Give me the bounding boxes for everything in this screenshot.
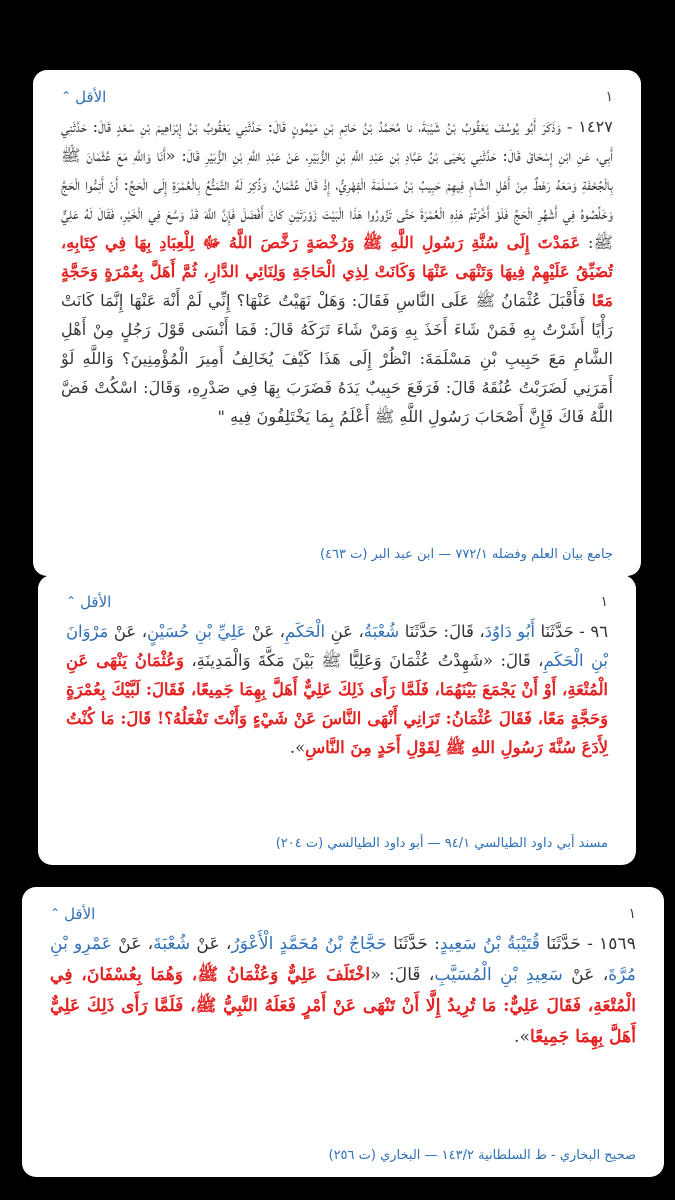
body-text: ، عَنْ [108,622,148,641]
collapse-toggle[interactable] [61,88,106,106]
narrator-link[interactable]: أَبُو دَاوُدَ [484,622,535,641]
card-number: ١ [605,89,613,105]
hadith-text [50,929,636,1053]
collapse-label: الأقل [80,593,112,611]
body-text: ، عَنِ [325,622,364,641]
hadith-card-2 [38,575,636,865]
body-text: ، عَنْ [562,965,609,985]
card-number: ١ [628,906,636,922]
card-header [66,593,608,611]
source-citation[interactable]: جامع بيان العلم وفضله ٧٧٢/١ — ابن عبد البر (ت ٤٦٣) [319,547,613,562]
narrator-link[interactable]: قُتَيْبَةُ بْنُ سَعِيدٍ [439,934,540,954]
collapse-toggle[interactable] [66,593,111,611]
narrator-link[interactable]: شُعْبَةُ [363,622,400,641]
narrator-link[interactable]: شُعْبَةَ [153,934,191,954]
highlighted-text: وَعُثْمَانُ يَنْهَى عَنِ الْمُتْعَةِ، أَوْ أَنْ يَجْمَعَ بَيْنَهُمَا، فَلَمَّا رَأَى ذَلِكَ عَلِيٌّ أَهَلَّ بِهِمَا جَمِيعًا، فَقَالَ: لَبَّيْكَ بِعُمْرَةٍ وَحَجَّةٍ مَعًا، فَقَالَ عُثْمَانُ: تَرَانِي أَنْهَى النَّاسَ عَنْ شَيْءٍ وَأَنْتَ تَفْعَلُهُ؟! قَالَ: مَا كُنْتُ لِأَدَعَ سُنَّةَ رَسُولِ اللهِ ﷺ لِقَوْلِ أَحَدٍ مِنَ النَّاسِ [66,651,608,757]
body-text: ، قَالَ: « [370,965,435,985]
hadith-text [61,112,613,431]
card-header [50,905,636,923]
body-text: ، قَالَ: حَدَّثَنَا [399,622,485,641]
narrator-link[interactable]: حَجَّاجُ بْنُ مُحَمَّدٍ الْأَعْوَرُ [231,934,387,954]
narrator-link[interactable]: مَرْوَانَ بْنِ الْحَكَمِ [66,622,608,670]
narrator-link[interactable]: عَلِيِّ بْنِ حُسَيْنٍ [147,622,247,641]
collapse-label: الأقل [75,88,107,106]
card-header [61,88,613,106]
highlighted-text: اخْتَلَفَ عَلِيٌّ وَعُثْمَانُ ﷺ، وَهُمَا بِعُسْفَانَ، فِي الْمُتْعَةِ، فَقَالَ عَلِيٌّ: مَا تُرِيدُ إِلَّا أَنْ تَنْهَى عَنْ أَمْرٍ فَعَلَهُ النَّبِيُّ ﷺ، فَلَمَّا رَأَى ذَلِكَ عَلِيٌّ أَهَلَّ بِهِمَا جَمِيعًا [50,965,636,1047]
body-text: ١٥٦٩ - حَدَّثَنَا [539,934,636,954]
card-number: ١ [600,594,608,610]
narrator-link[interactable]: سَعِيدِ بْنِ الْمُسَيَّبِ [434,965,563,985]
body-text: ٩٦ - حَدَّثَنَا [534,622,609,641]
hadith-card-1 [33,70,641,576]
chevron-up-icon: ⌃ [50,906,61,920]
source-citation[interactable]: مسند أبي داود الطيالسي ٩٤/١ — أبو داود الطيالسي (ت ٢٠٤) [275,836,608,851]
narrator-link[interactable]: عَمْرِو بْنِ مُرَّةَ [50,934,636,985]
body-text: ١٤٢٧ - وَذَكَرَ أَبُو يُوسُفَ يَعْقُوبُ بْنُ شَيْبَةَ، نا مُحَمَّدُ بْنُ حَاتِمِ بْنِ مَيْمُونٍ قَالَ: حَدَّثَنِي يَعْقُوبُ بْنُ إِبْرَاهِيمَ بْنِ سَعْدٍ قَالَ: حَدَّثَنِي أَبِي، عَنِ ابْنِ إِسْحَاقَ قَالَ: حَدَّثَنِي يَحْيَى بْنُ عَبَّادِ بْنِ عَبْدِ اللَّهِ بْنِ الزُّبَيْرِ، عَنْ عَبْدِ اللَّهِ بْنِ الزُّبَيْرِ قَالَ: «أَنَا وَاللَّهِ مَعَ عُثْمَانَ ﷺ بِالْجُحْفَةِ وَمَعَهُ رَهْطٌ مِنْ أَهْلِ الشَّامِ فِيهِمْ حَبِيبُ بْنُ مَسْلَمَةَ الْفِهْرِيُّ، إِذْ قَالَ عُثْمَانُ، وَذُكِرَ لَهُ التَّمَتُّعُ بِالْعُمْرَةِ إِلَى الْحَجِّ: أَنْ أَتِمُّوا الْحَجَّ وَخَلِّصُوهُ فِي أَشْهُرِ الْحَجِّ فَلَوْ أَخَّرْتُمْ هَذِهِ الْعُمْرَةَ حَتَّى تَزُورُوا هَذَا الْبَيْتَ زَوْرَتَيْنِ كَانَ أَفْضَلَ فَإِنَّ اللَّهَ قَدْ وَسَّعَ فِي الْخَيْرِ، فَقَالَ لَهُ عَلِيٌّ ﷺ: [61,117,614,252]
source-citation[interactable]: صحيح البخاري - ط السلطانية ١٤٣/٢ — البخاري (ت ٢٥٦) [328,1148,636,1163]
body-text: ». [514,1027,531,1047]
body-text: ، عَنْ [190,934,232,954]
body-text: ، قَالَ: «شَهِدْتُ عُثْمَانَ وَعَلِيًّا ﷺ بَيْنَ مَكَّةَ وَالْمَدِينَةِ، [183,651,544,670]
collapse-label: الأقل [64,905,96,923]
chevron-up-icon: ⌃ [61,89,72,103]
hadith-text [66,617,608,762]
body-text: ، عَنْ [111,934,154,954]
hadith-card-3 [22,887,664,1177]
body-text: : حَدَّثَنَا [387,934,440,954]
collapse-toggle[interactable] [50,905,95,923]
highlighted-text: عَمَدْتَ إِلَى سُنَّةِ رَسُولِ اللَّهِ ﷺ وَرُخْصَةٍ رَخَّصَ اللَّهُ ﷻ لِلْعِبَادِ بِهَا فِي كِتَابِهِ، تُضَيِّقُ عَلَيْهِمْ فِيهَا وَتَنْهَى عَنْهَا وَكَانَتْ لِذِي الْحَاجَةِ وَلِنَائِي الدَّارِ، ثُمَّ أَهَلَّ بِعُمْرَةٍ وَحَجَّةٍ مَعًا [61,233,613,310]
body-text: فَأَقْبَلَ عُثْمَانُ ﷺ عَلَى النَّاسِ فَقَالَ: وَهَلْ نَهَيْتُ عَنْهَا؟ إِنِّي لَمْ أَنْهَ عَنْهَا إِنَّمَا كَانَتْ رَأْيًا أَشَرْتُ بِهِ فَمَنْ شَاءَ أَخَذَ بِهِ وَمَنْ شَاءَ تَرَكَهُ قَالَ: فَمَا أَنْسَى قَوْلَ رَجُلٍ مِنْ أَهْلِ الشَّامِ مَعَ حَبِيبِ بْنِ مَسْلَمَةَ: انْظُرْ إِلَى هَذَا كَيْفَ يُخَالِفُ أَمِيرَ الْمُؤْمِنِينَ؟ وَاللَّهِ لَوْ أَمَرَنِي لَضَرَبْتُ عُنُقَهُ قَالَ: فَرَفَعَ حَبِيبٌ يَدَهُ فَضَرَبَ بِهَا فِي صَدْرِهِ، وَقَالَ: اسْكُتْ فَضَّ اللَّهُ فَاكَ فَإِنَّ أَصْحَابَ رَسُولِ اللَّهِ ﷺ أَعْلَمُ بِمَا يَخْتَلِفُونَ فِيهِ " [61,291,613,426]
narrator-link[interactable]: الْحَكَمِ [284,622,326,641]
chevron-up-icon: ⌃ [66,594,77,608]
body-text: ». [289,738,306,757]
body-text: ، عَنْ [246,622,285,641]
